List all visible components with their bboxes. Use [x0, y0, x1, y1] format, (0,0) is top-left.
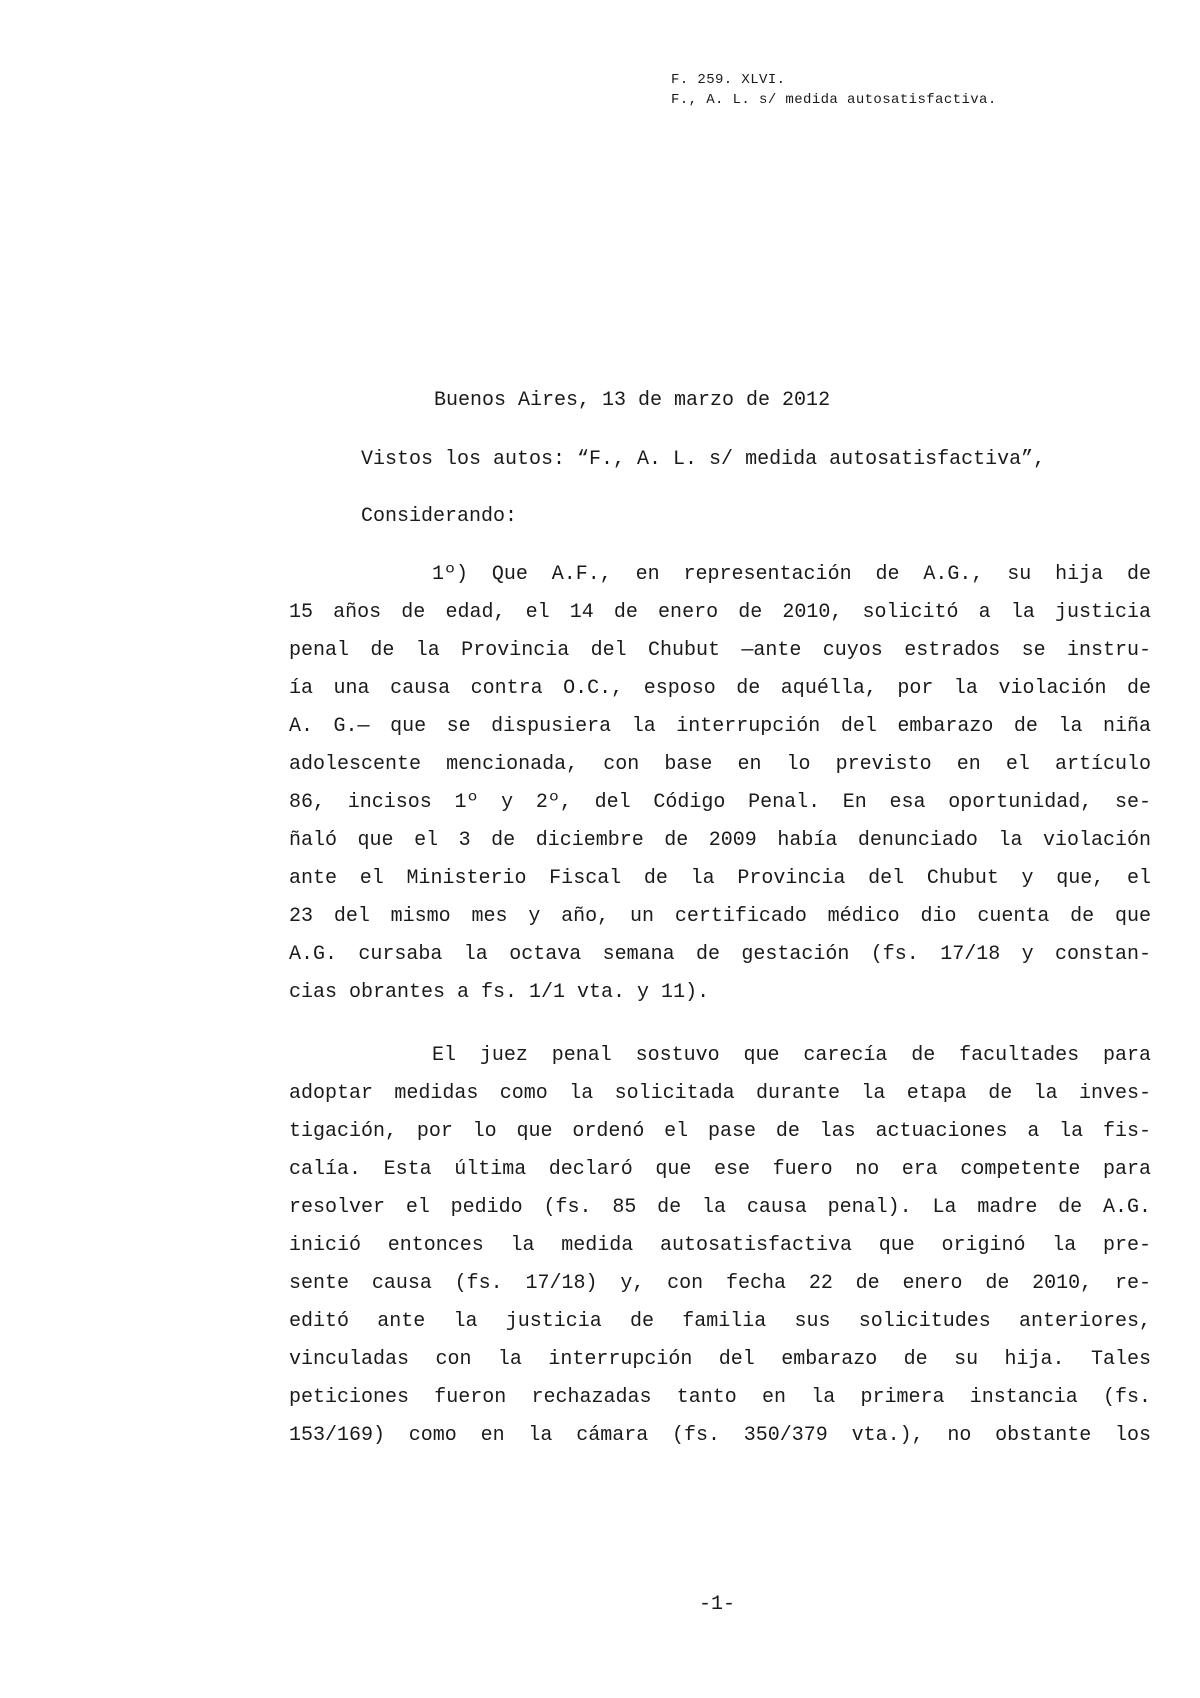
paragraph-line: inició entonces la medida autosatisfactiva que originó la pre-	[289, 1234, 1151, 1257]
paragraph-line: peticiones fueron rechazadas tanto en la primera instancia (fs.	[289, 1386, 1151, 1409]
paragraph-line: ante el Ministerio Fiscal de la Provincia del Chubut y que, el	[289, 867, 1151, 890]
paragraph-line: editó ante la justicia de familia sus solicitudes anteriores,	[289, 1310, 1151, 1333]
case-reference	[671, 70, 997, 110]
paragraph-line: adolescente mencionada, con base en lo previsto en el artículo	[289, 753, 1151, 776]
paragraph-line: resolver el pedido (fs. 85 de la causa penal). La madre de A.G.	[289, 1196, 1151, 1219]
paragraph-line: cias obrantes a fs. 1/1 vta. y 11).	[289, 981, 710, 1004]
paragraph-line: 23 del mismo mes y año, un certificado médico dio cuenta de que	[289, 905, 1151, 928]
date-line: Buenos Aires, 13 de marzo de 2012	[434, 389, 831, 412]
case-number: F. 259. XLVI.	[671, 72, 786, 88]
paragraph-1	[289, 556, 1151, 1012]
paragraph-line: A. G.— que se dispusiera la interrupción del embarazo de la niña	[289, 715, 1151, 738]
case-title: F., A. L. s/ medida autosatisfactiva.	[671, 92, 997, 108]
paragraph-line: A.G. cursaba la octava semana de gestación (fs. 17/18 y constan-	[289, 943, 1151, 966]
paragraph-line: calía. Esta última declaró que ese fuero no era competente para	[289, 1158, 1151, 1181]
paragraph-line: ñaló que el 3 de diciembre de 2009 había denunciado la violación	[289, 829, 1151, 852]
paragraph-line: 15 años de edad, el 14 de enero de 2010, solicitó a la justicia	[289, 601, 1151, 624]
paragraph-line: ía una causa contra O.C., esposo de aquélla, por la violación de	[289, 677, 1151, 700]
vistos-line: Vistos los autos: “F., A. L. s/ medida autosatisfactiva”,	[361, 448, 1046, 471]
paragraph-line: 153/169) como en la cámara (fs. 350/379 vta.), no obstante los	[289, 1424, 1151, 1447]
considerando-heading: Considerando:	[361, 505, 518, 528]
paragraph-line: adoptar medidas como la solicitada durante la etapa de la inves-	[289, 1082, 1151, 1105]
paragraph-line: penal de la Provincia del Chubut —ante cuyos estrados se instru-	[289, 639, 1151, 662]
paragraph-line: 86, incisos 1º y 2º, del Código Penal. En esa oportunidad, se-	[289, 791, 1151, 814]
paragraph-line: El juez penal sostuvo que carecía de facultades para	[432, 1044, 1151, 1067]
paragraph-line: tigación, por lo que ordenó el pase de las actuaciones a la fis-	[289, 1120, 1151, 1143]
paragraph-line: vinculadas con la interrupción del embarazo de su hija. Tales	[289, 1348, 1151, 1371]
paragraph-2	[289, 1037, 1151, 1455]
paragraph-line: 1º) Que A.F., en representación de A.G., su hija de	[432, 563, 1151, 586]
page-number: -1-	[699, 1593, 736, 1616]
paragraph-line: sente causa (fs. 17/18) y, con fecha 22 de enero de 2010, re-	[289, 1272, 1151, 1295]
